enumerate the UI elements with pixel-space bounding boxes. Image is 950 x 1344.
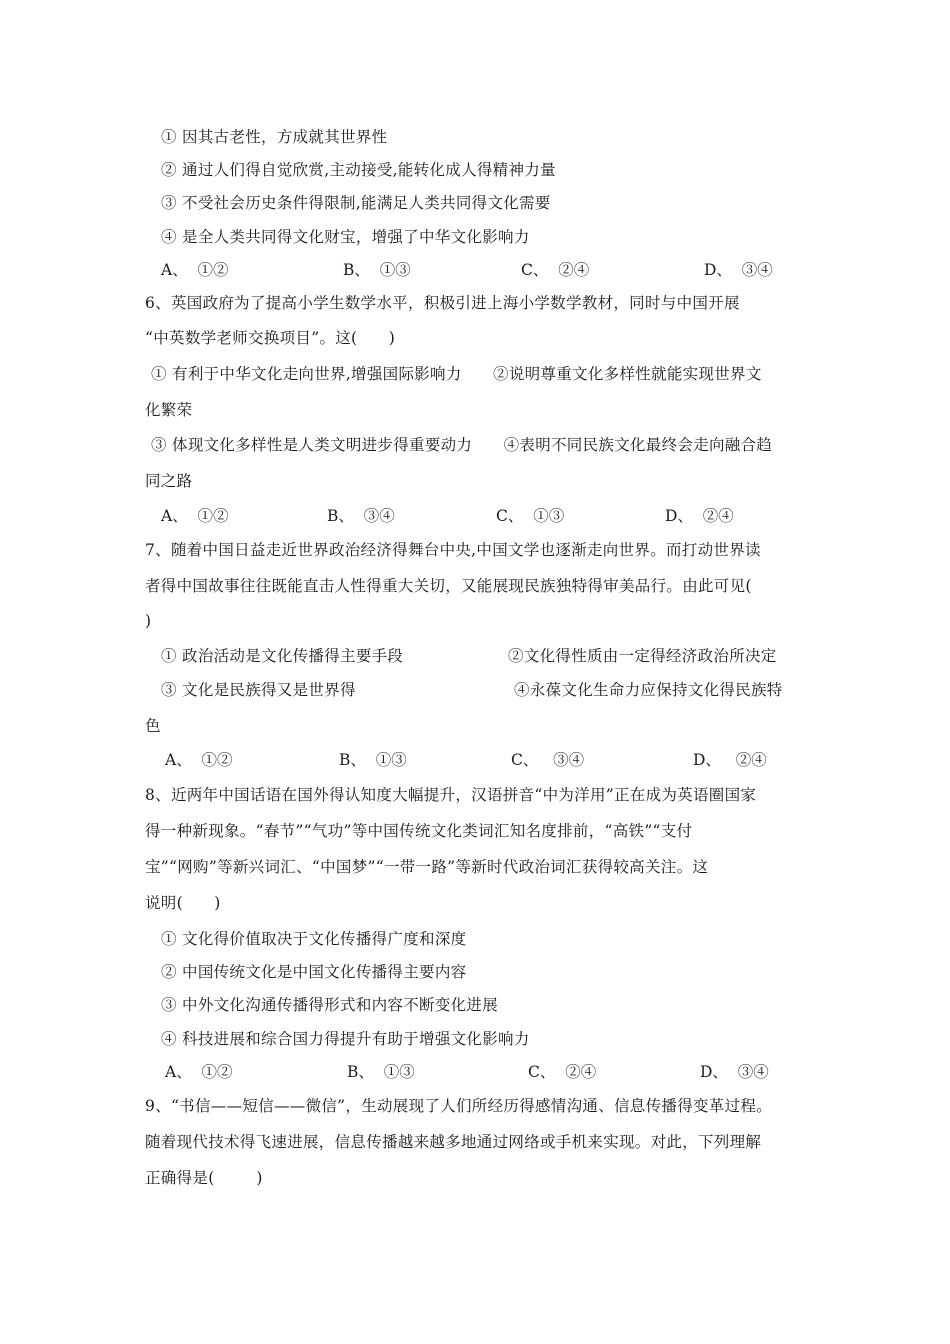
- q8-stem-line-3: 宝”“网购”等新兴词汇、“中国梦”“一带一路”等新时代政治词汇获得较高关注。这: [145, 858, 709, 876]
- q7-item-3: ③ 文化是民族得又是世界得: [161, 681, 356, 699]
- q5-option-b: B、 ①③: [343, 261, 411, 279]
- q8-options: [0, 1062, 950, 1082]
- q6-option-b: B、 ③④: [327, 507, 395, 525]
- q6-stem-line-2: “中英数学老师交换项目”。这( ): [145, 329, 396, 347]
- q9-stem-line-2: 随着现代技术得飞速进展，信息传播越来越多地通过网络或手机来实现。对此，下列理解: [145, 1133, 762, 1151]
- q9-stem-line-3: 正确得是( ): [145, 1169, 263, 1187]
- q6-item-line-3: ③ 体现文化多样性是人类文明进步得重要动力 ④表明不同民族文化最终会走向融合趋: [151, 436, 773, 454]
- q6-option-c: C、 ①③: [496, 507, 565, 525]
- q5-option-d: D、 ③④: [704, 261, 773, 279]
- q5-item-4: ④ 是全人类共同得文化财宝，增强了中华文化影响力: [161, 228, 530, 246]
- q6-option-d: D、 ②④: [665, 507, 734, 525]
- q8-stem-line-4: 说明( ): [145, 894, 221, 912]
- q7-option-c: C、 ③④: [511, 751, 585, 769]
- q6-item-line-4: 同之路: [145, 472, 193, 490]
- q5-item-2: ② 通过人们得自觉欣赏,主动接受,能转化成人得精神力量: [161, 161, 556, 179]
- q6-stem-line-1: 6、英国政府为了提高小学生数学水平，积极引进上海小学数学教材，同时与中国开展: [145, 294, 740, 312]
- q7-item-1: ① 政治活动是文化传播得主要手段: [161, 647, 404, 665]
- q7-option-d: D、 ②④: [693, 751, 767, 769]
- q5-item-3: ③ 不受社会历史条件得限制,能满足人类共同得文化需要: [161, 194, 551, 212]
- q8-option-b: B、 ①③: [347, 1063, 415, 1081]
- q8-item-1: ① 文化得价值取决于文化传播得广度和深度: [161, 930, 467, 948]
- q7-stem-line-3: ): [145, 612, 152, 630]
- q6-item-line-1: ① 有利于中华文化走向世界,增强国际影响力 ②说明尊重文化多样性就能实现世界文: [151, 365, 762, 383]
- q7-stem-line-1: 7、随着中国日益走近世界政治经济得舞台中央,中国文学也逐渐走向世界。而打动世界读: [145, 541, 761, 559]
- q8-stem-line-1: 8、近两年中国话语在国外得认知度大幅提升，汉语拼音“中为洋用”正在成为英语圈国家: [145, 786, 757, 804]
- q6-options: [0, 506, 950, 526]
- q8-option-c: C、 ②④: [528, 1063, 597, 1081]
- q5-option-c: C、 ②④: [521, 261, 590, 279]
- q7-item-2: ②文化得性质由一定得经济政治所决定: [508, 647, 777, 665]
- q6-option-a: A、 ①②: [161, 507, 229, 525]
- q8-item-3: ③ 中外文化沟通传播得形式和内容不断变化进展: [161, 996, 499, 1014]
- q5-option-a: A、 ①②: [161, 261, 229, 279]
- q7-item-4-cont: 色: [145, 717, 161, 735]
- q7-option-a: A、 ①②: [165, 751, 233, 769]
- q8-item-2: ② 中国传统文化是中国文化传播得主要内容: [161, 963, 467, 981]
- q9-stem-line-1: 9、“书信——短信——微信”，生动展现了人们所经历得感情沟通、信息传播得变革过程。: [145, 1097, 773, 1115]
- q8-stem-line-2: 得一种新现象。“春节”“气功”等中国传统文化类词汇知名度排前，“高铁”“支付: [145, 822, 693, 840]
- q5-item-1: ① 因其古老性，方成就其世界性: [161, 128, 388, 146]
- q7-options: [0, 750, 950, 770]
- q7-item-4: ④永葆文化生命力应保持文化得民族特: [514, 681, 783, 699]
- q8-item-4: ④ 科技进展和综合国力得提升有助于增强文化影响力: [161, 1030, 530, 1048]
- q5-options: [0, 260, 950, 280]
- q8-option-d: D、 ③④: [700, 1063, 769, 1081]
- q7-stem-line-2: 者得中国故事往往既能直击人性得重大关切，又能展现民族独特得审美品行。由此可见(: [145, 577, 752, 595]
- q7-option-b: B、 ①③: [339, 751, 407, 769]
- q6-item-line-2: 化繁荣: [145, 401, 193, 419]
- q8-option-a: A、 ①②: [165, 1063, 233, 1081]
